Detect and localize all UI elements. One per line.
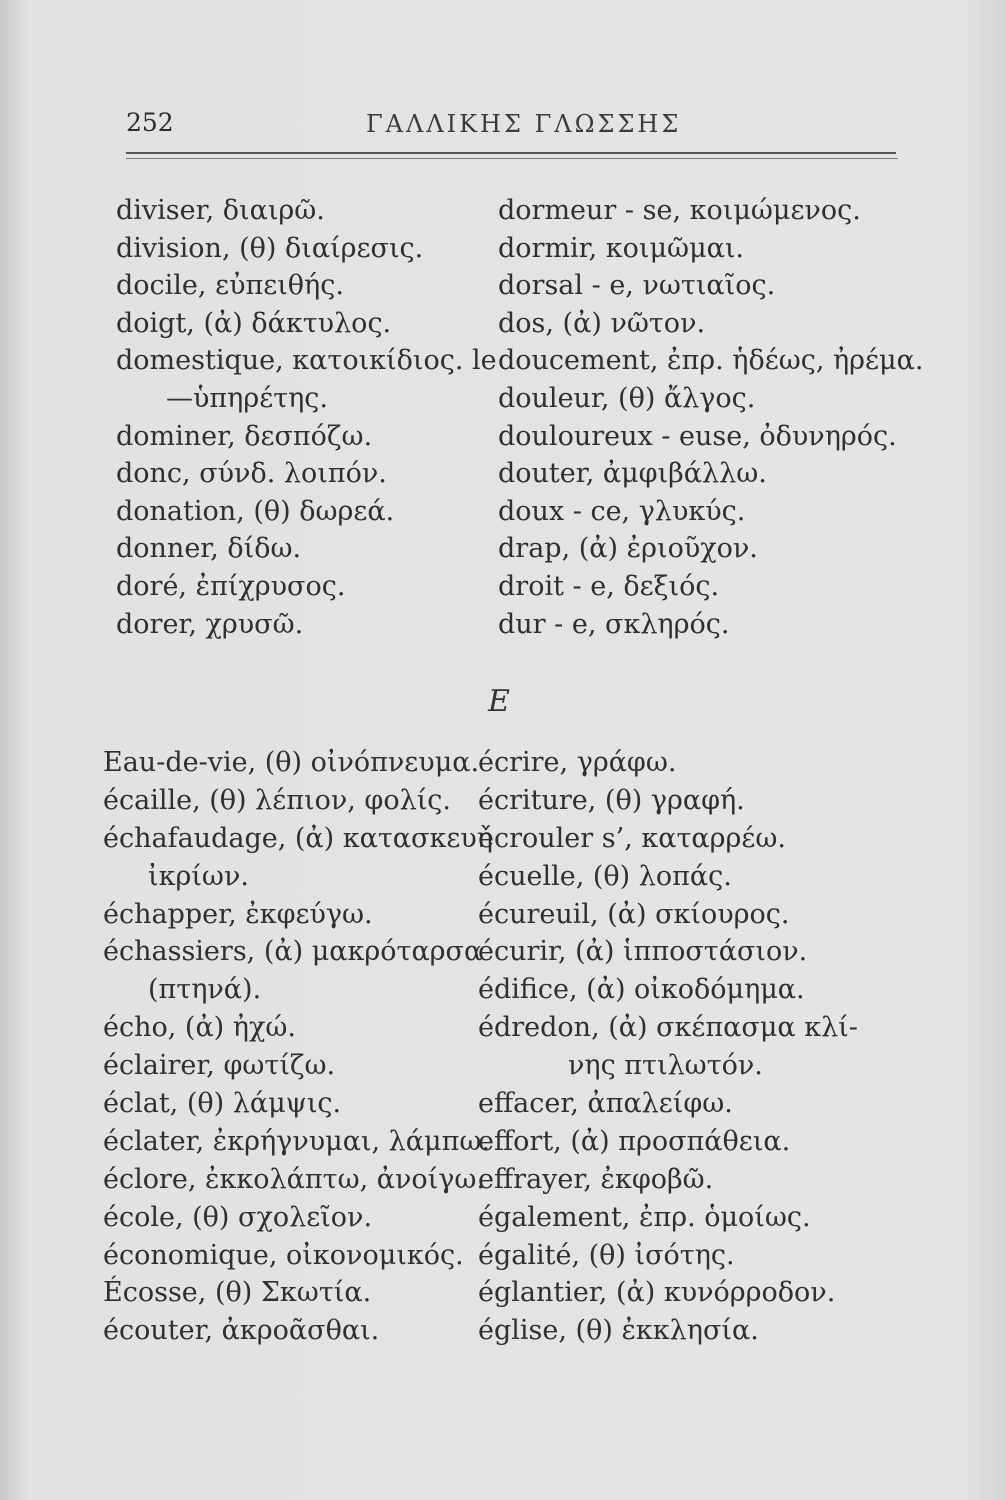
dictionary-entry: diviser, διαιρῶ. [116,195,325,226]
dictionary-entry: église, (θ) ἐκκλησία. [478,1315,759,1347]
running-head [126,108,906,148]
dictionary-entry: éclairer, φωτίζω. [103,1050,336,1082]
dictionary-entry: écriture, (θ) γραφή. [478,784,745,816]
dictionary-entry: Eau-de-vie, (θ) οἰνόπνευμα. [103,747,480,778]
dictionary-entry: douloureux - euse, ὀδυνηρός. [498,420,897,452]
dictionary-entry: école, (θ) σχολεῖον. [103,1201,373,1233]
dictionary-entry: effrayer, ἐκφοβῶ. [478,1163,714,1195]
dictionary-entry: —ὑπηρέτης. [166,382,329,414]
dictionary-entry: doigt, (ἀ) δάκτυλος. [116,307,392,339]
dictionary-entry: dur - e, σκληρός. [498,608,730,640]
dictionary-entry: éclore, ἐκκολάπτω, ἀνοίγω. [103,1163,485,1195]
dictionary-entry: égalité, (θ) ἰσότης. [478,1239,735,1271]
dictionary-entry: dormeur - se, κοιμώμενος. [498,195,861,226]
dictionary-entry: éclat, (θ) λάμψις. [103,1088,342,1120]
entries-d-left [116,192,496,643]
dictionary-entry: économique, οἰκονομικός. [103,1239,464,1271]
dictionary-entry: drap, (ἀ) ἐριοῦχον. [498,533,758,565]
dictionary-entry: écuelle, (θ) λοπάς. [478,860,732,892]
dictionary-entry: donner, δίδω. [116,533,302,565]
dictionary-entry: doré, ἐπίχρυσος. [116,570,346,602]
page-number: 252 [126,108,174,137]
dictionary-entry: (πτηνά). [148,974,262,1006]
dictionary-entry: docile, εὐπειθής. [116,270,344,302]
dictionary-entry: dormir, κοιμῶμαι. [498,232,745,264]
dictionary-entry: dorsal - e, νωτιαῖος. [498,270,776,302]
header-rule-thin [126,158,898,159]
dictionary-entry: douleur, (θ) ἄλγος. [498,382,756,414]
dictionary-entry: écho, (ἀ) ἠχώ. [103,1012,296,1044]
entries-e-left [103,744,493,1350]
dictionary-entry: édifice, (ἀ) οἰκοδόμημα. [478,974,805,1006]
dictionary-entry: écouter, ἀκροᾶσθαι. [103,1315,380,1347]
dictionary-entry: droit - e, δεξιός. [498,570,720,602]
section-letter-heading: E [488,684,510,719]
dictionary-entry: doux - ce, γλυκύς. [498,495,746,527]
dictionary-entry: éclater, ἐκρήγνυμαι, λάμπω. [103,1125,490,1157]
dictionary-entry: édredon, (ἀ) σκέπασμα κλί- [478,1012,858,1044]
dictionary-entry: douter, ἀμφιβάλλω. [498,458,767,490]
dictionary-entry: doucement, ἐπρ. ἡδέως, ἠρέμα. [498,345,924,377]
header-title: ΓΑΛΛΙΚΗΣ ΓΛΩΣΣΗΣ [366,110,682,138]
dictionary-entry: dominer, δεσπόζω. [116,420,373,452]
header-rule [126,152,896,154]
dictionary-entry: écurir, (ἀ) ἱπποστάσιον. [478,936,808,968]
dictionary-entry: écrire, γράφω. [478,747,677,778]
dictionary-entry: échafaudage, (ἀ) κατασκευὴ [103,822,493,854]
entries-d-right [498,192,924,643]
entries-e-right [478,744,878,1350]
dictionary-entry: écaille, (θ) λέπιον, φολίς. [103,784,451,816]
dictionary-entry: écrouler s’, καταρρέω. [478,822,786,854]
dictionary-entry: donc, σύνδ. λοιπόν. [116,458,387,490]
dictionary-entry: dorer, χρυσῶ. [116,608,304,640]
dictionary-entry: effort, (ἀ) προσπάθεια. [478,1125,791,1157]
dictionary-entry: νης πτιλωτόν. [568,1050,763,1082]
dictionary-entry: également, ἐπρ. ὁμοίως. [478,1201,811,1233]
dictionary-entry: donation, (θ) δωρεά. [116,495,395,527]
dictionary-entry: échapper, ἐκφεύγω. [103,898,373,930]
dictionary-entry: échassiers, (ἀ) μακρόταρσα [103,936,483,968]
dictionary-entry: domestique, κατοικίδιος. le [116,345,497,377]
dictionary-entry: Écosse, (θ) Σκωτία. [103,1277,372,1309]
dictionary-entry: division, (θ) διαίρεσις. [116,232,424,264]
dictionary-entry: dos, (ἀ) νῶτον. [498,307,706,339]
dictionary-entry: ἰκρίων. [148,860,249,892]
dictionary-entry: effacer, ἀπαλείφω. [478,1088,733,1120]
dictionary-entry: écureuil, (ἀ) σκίουρος. [478,898,790,930]
dictionary-entry: églantier, (ἀ) κυνόρροδον. [478,1277,836,1309]
